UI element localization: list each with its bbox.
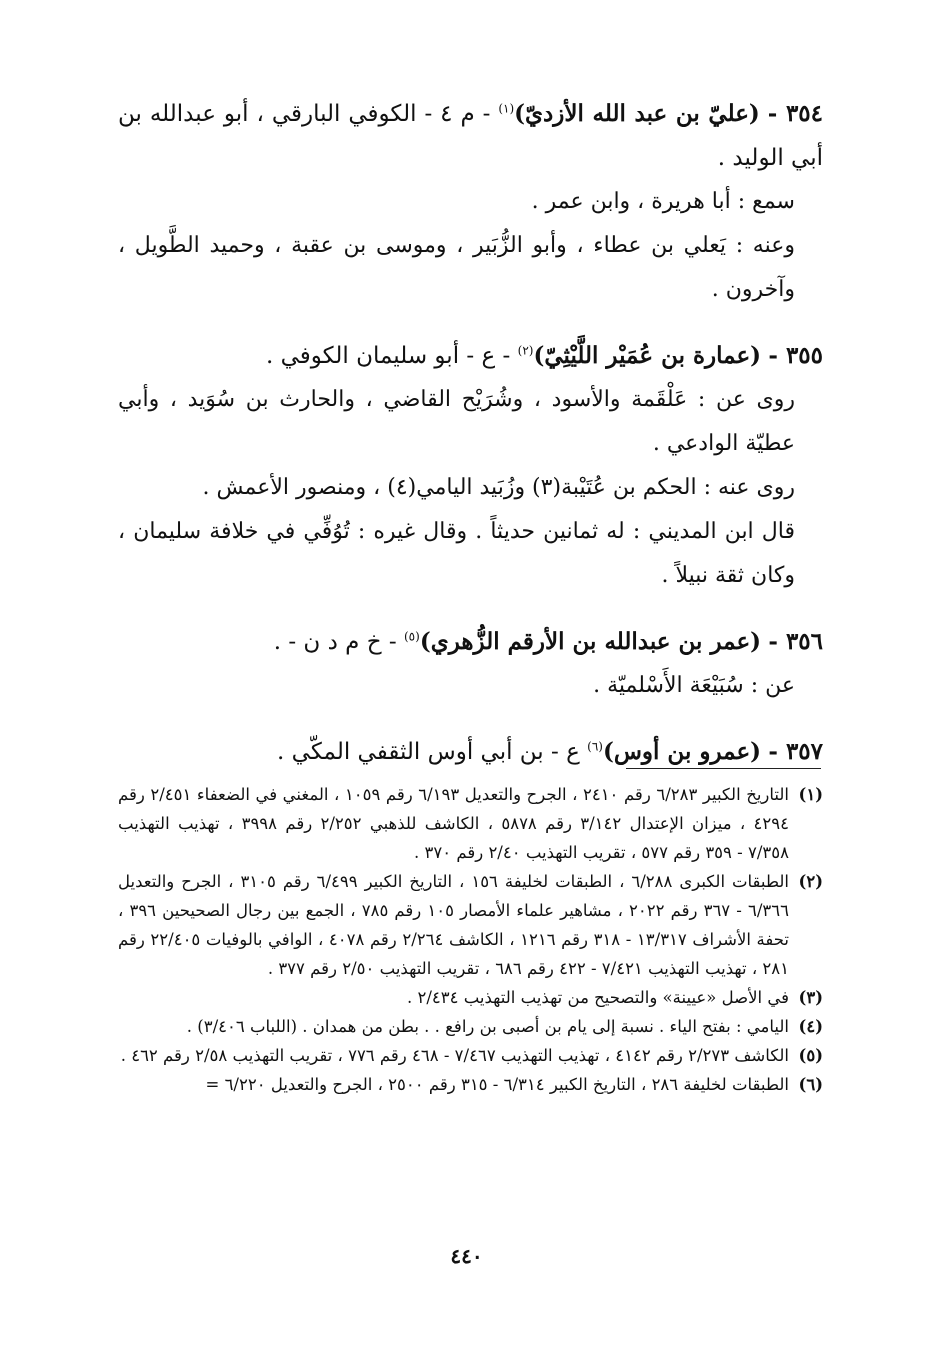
footnote-text: الطبقات لخليفة ٢٨٦ ، التاريخ الكبير ٦/٣١٤ - ٣١٥ رقم ٢٥٠٠ ، الجرح والتعديل ٦/٢٢٠ = [205, 1075, 789, 1094]
entry-number: ٣٥٤ - [767, 100, 823, 127]
footnote-text: اليامي : بفتح الياء . نسبة إلى يام بن أصبى بن رافع . . بطن من همدان . (اللباب ٣/٤٠٦) . [186, 1017, 789, 1036]
entry-details: - ع - أبو سليمان الكوفي . [266, 343, 511, 369]
footnote [118, 1012, 823, 1041]
entry-name: (عمارة بن عُمَيْر اللَّيْثِيّ) [533, 342, 762, 369]
entry-356 [118, 620, 823, 708]
footnote [118, 1041, 823, 1070]
entry-line: وعنه : يَعلي بن عطاء ، وأبو الزُّبَير ، وموسى بن عقبة ، وحميد الطَّويل ، وآخرون . [118, 233, 795, 302]
entry-name: (عمرو بن أوس) [602, 738, 762, 765]
footnote-number: (٢) [798, 872, 823, 891]
entry-name: (عليّ بن عبد الله الأزديّ) [514, 100, 760, 127]
footnote-ref: (٦) [587, 739, 603, 754]
footnote [118, 1070, 823, 1099]
footnote [118, 983, 823, 1012]
main-text [118, 92, 823, 796]
entry-details: - م ٤ - الكوفي البارقي ، أبو عبدالله بن أبي الوليد . [118, 101, 823, 171]
entry-heading [118, 92, 823, 180]
footnote-number: (٦) [798, 1075, 823, 1094]
footnote-text: التاريخ الكبير ٦/٢٨٣ رقم ٢٤١٠ ، الجرح والتعديل ٦/١٩٣ رقم ١٠٥٩ ، المغني في الضعفاء ٢/٤٥١ رقم ٤٢٩٤ ، ميزان الإعتدال ٣/١٤٢ رقم ٥٨٧٨ ، الكاشف للذهبي ٢/٢٥٢ رقم ٣٩٩٨ ، تهذيب التهذيب ٧/٣٥٨ - ٣٥٩ رقم ٥٧٧ ، تقريب التهذيب ٢/٤٠ رقم ٣٧٠ . [118, 785, 790, 862]
footnote [118, 867, 823, 983]
page-number: ٤٤٠ [450, 1244, 483, 1268]
entry-354 [118, 92, 823, 312]
footnote-separator [626, 768, 821, 769]
footnote-number: (١) [798, 785, 823, 804]
entry-line: قال ابن المديني : له ثمانين حديثاً . وقال غيره : تُوُفِّي في خلافة سليمان ، وكان ثقة نبيلاً . [118, 519, 795, 588]
footnote-number: (٥) [798, 1046, 823, 1065]
entry-number: ٣٥٦ - [768, 628, 823, 655]
entry-line: روى عنه : الحكم بن عُتَيْبة(٣) وزُبَيد اليامي(٤) ، ومنصور الأعمش . [202, 475, 795, 500]
footnotes [118, 780, 823, 1099]
footnote-number: (٣) [798, 988, 823, 1007]
entry-line: سمع : أبا هريرة ، وابن عمر . [531, 189, 795, 214]
entry-number: ٣٥٥ - [768, 342, 823, 369]
footnote-ref: (١) [498, 101, 515, 116]
entry-name: (عمر بن عبدالله بن الأرقم الزُّهري) [419, 628, 762, 655]
footnote [118, 780, 823, 867]
footnote-text: الكاشف ٢/٢٧٣ رقم ٤١٤٢ ، تهذيب التهذيب ٧/٤٦٧ - ٤٦٨ رقم ٧٧٦ ، تقريب التهذيب ٢/٥٨ رقم ٤٦٢ . [120, 1046, 789, 1065]
entry-number: ٣٥٧ - [768, 738, 823, 765]
footnote-number: (٤) [798, 1017, 823, 1036]
entry-line: روى عن : عَلْقَمة والأسود ، وشُرَيْح القاضي ، والحارث بن سُوَيد ، وأبي عطيّة الوادعي . [118, 387, 795, 456]
entry-details: ع - بن أبي أوس الثقفي المكّي . [277, 739, 580, 765]
footnote-ref: (٥) [403, 629, 420, 644]
footnote-text: في الأصل «عيينة» والتصحيح من تهذيب التهذيب ٢/٤٣٤ . [406, 988, 789, 1007]
footnote-ref: (٢) [517, 343, 534, 358]
entry-heading [118, 334, 823, 378]
entry-355 [118, 334, 823, 598]
footnote-text: الطبقات الكبرى ٦/٢٨٨ ، الطبقات لخليفة ١٥٦ ، التاريخ الكبير ٦/٤٩٩ رقم ٣١٠٥ ، الجرح والتعديل ٦/٣٦٦ - ٣٦٧ رقم ٢٠٢٢ ، مشاهير علماء الأمصار ١٠٥ رقم ٧٨٥ ، الجمع بين رجال الصحيحين ٣٩٦ ، تحفة الأشراف ١٣/٣١٧ - ٣١٨ رقم ١٢١٦ ، الكاشف ٢/٢٦٤ رقم ٤٠٧٨ ، الوافي بالوفيات ٢٢/٤٠٥ رقم ٢٨١ ، تهذيب التهذيب ٧/٤٢١ - ٤٢٢ رقم ٦٨٦ ، تقريب التهذيب ٢/٥٠ رقم ٣٧٧ . [118, 872, 790, 978]
entry-details: - خ م د ن - . [273, 629, 397, 655]
entry-line: عن : سُبَيْعَة الأَسْلميّة . [593, 673, 795, 698]
entry-heading [118, 620, 823, 664]
